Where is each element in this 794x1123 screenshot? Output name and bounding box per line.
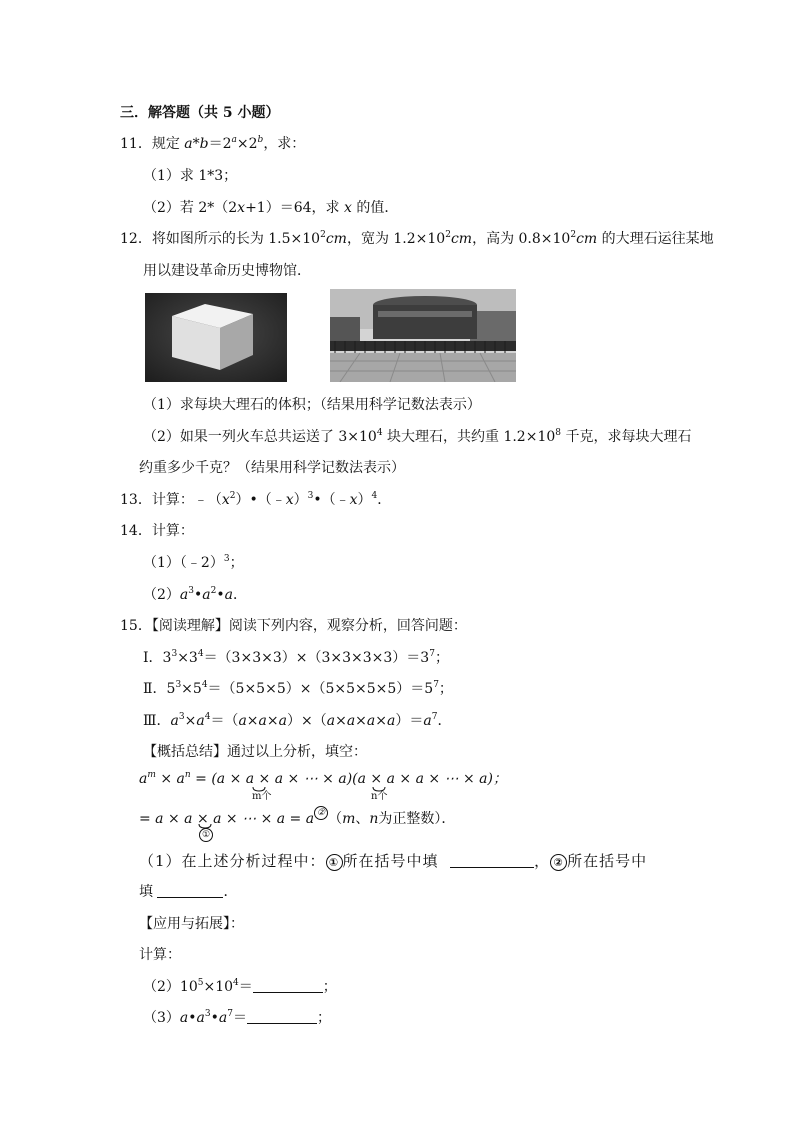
q15-formula1: $a^m \times a^n = (a \times a \times a$ × ⋯ × a)(a × a × a × ⋯ × a)； xyxy=(139,770,507,787)
n-count-note: n个 xyxy=(371,791,388,802)
q14-part1: （1）（﹣2）$^3$； xyxy=(143,554,244,571)
museum-graphic xyxy=(330,289,516,382)
q12-stem-line2: 用以建设革命历史博物馆． xyxy=(143,263,311,279)
q15-summary: 【概括总结】通过以上分析，填空： xyxy=(143,744,367,760)
museum-building-photo xyxy=(330,289,516,382)
q15-apply-heading: 【应用与拓展】： xyxy=(139,916,244,932)
marble-block-graphic xyxy=(145,293,287,382)
answer-blank-3[interactable] xyxy=(253,978,323,993)
answer-blank-4[interactable] xyxy=(247,1009,317,1024)
marble-block-photo xyxy=(145,293,287,382)
q14-stem: 14．计算： xyxy=(120,523,194,539)
q15-calc-label: 计算： xyxy=(139,947,181,963)
q15-question3: $(3)a•a^3•a^7=$ ； xyxy=(143,1009,331,1026)
q12-part1: （1）求每块大理石的体积；（结果用科学记数法表示） xyxy=(143,397,481,413)
q15-question2: $(2)10^5\times 10^4=$ ； xyxy=(143,978,337,995)
answer-blank-2[interactable] xyxy=(157,883,223,898)
section-title: 三．解答题（共 5 小题） xyxy=(120,105,280,121)
q15-question1-line2: 填 ． xyxy=(139,884,238,900)
q11-stem: 11．规定 $a*b=2^a\times 2^b$，求： xyxy=(120,135,306,152)
circle-1-note: ① xyxy=(199,828,213,843)
q15-row3: Ⅲ．$a^3\times a^4=(a\times a\times a)\times(a\times a\times a\times a)=a^7$． xyxy=(143,712,452,729)
q11-part2: （2）若 2*（2x+1）＝64，求 x 的值． xyxy=(143,200,399,216)
m-count-note: m个 xyxy=(252,791,272,802)
q15-row2: Ⅱ．$5^3\times 5^4=(5\times 5\times 5)\times(5\times 5\times 5\times 5)=5^7$； xyxy=(143,680,453,697)
answer-blank-1[interactable] xyxy=(450,853,534,868)
q14-part2: $(2)a^3•a^2•a$． xyxy=(143,586,247,603)
q15-row1: Ⅰ．$3^3\times 3^4=(3\times 3\times 3)\times(3\times 3\times 3\times 3)=3^7$； xyxy=(143,649,449,666)
q15-stem: 15．【阅读理解】阅读下列内容，观察分析，回答问题： xyxy=(120,618,467,634)
q15-formula2: = a × a × a × ⋯ × a = a ② （m、n为正整数）． xyxy=(139,808,456,827)
q11-part1: （1）求 1*3； xyxy=(143,168,238,184)
q13-stem: 13．计算：$﹣(x^2)•(﹣x)^3•(﹣x)^4$． xyxy=(120,491,392,508)
circle-2-marker: ② xyxy=(314,806,328,820)
q12-stem-line1: 12．将如图所示的长为 $1.5\times 10^2cm$，宽为 $1.2\times 10^2cm$，高为 $0.8\times 10^2cm$ 的大理石运往某地 xyxy=(120,230,714,247)
q15-question1-line1: （1）在上述分析过程中： ① 所在括号中填 ， ② 所在括号中 xyxy=(139,852,648,870)
q12-part2-line1: （2）如果一列火车总共运送了 $3\times 10^4$ 块大理石，共约重 $1.2\times 10^8$ 千克，求每块大理石 xyxy=(143,428,692,445)
q12-part2-line2: 约重多少千克？（结果用科学记数法表示） xyxy=(139,460,405,476)
